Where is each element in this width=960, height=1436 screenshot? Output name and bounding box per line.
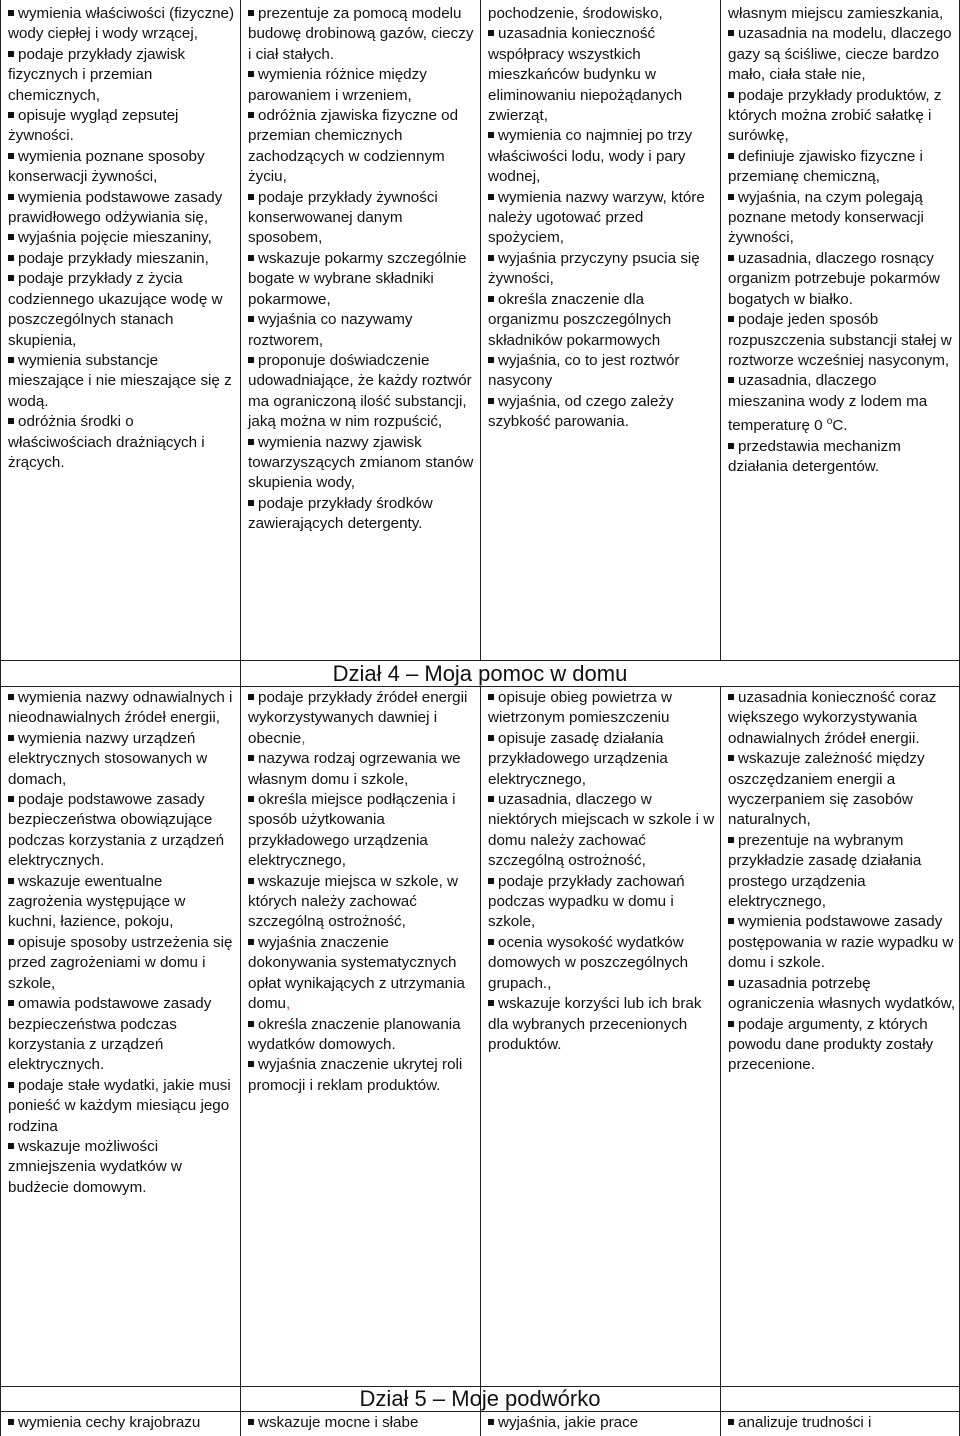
- red-comma: ,: [301, 729, 306, 747]
- list-item-text: opisuje wygląd zepsutej żywności.: [8, 107, 179, 145]
- list-item-text: proponuje doświadczenie udowadniające, że każdy roztwór ma ograniczoną ilość substancji, jaką można w nim rozpuścić,: [248, 351, 472, 431]
- bullet-icon: [8, 694, 14, 700]
- block4-col2: [240, 688, 480, 1096]
- list-item: [8, 729, 236, 790]
- bullet-icon: [8, 51, 14, 57]
- list-item: [8, 790, 236, 872]
- list-item: [488, 351, 716, 392]
- list-item: [248, 433, 476, 494]
- bullet-icon: [8, 255, 14, 261]
- list-item: [488, 1413, 716, 1433]
- list-item-text: wskazuje ewentualne zagrożenia występujące w kuchni, łazience, pokoju,: [8, 872, 186, 931]
- list-item: [8, 994, 236, 1076]
- list-item: [8, 147, 236, 188]
- list-item: [728, 310, 956, 371]
- list-item: [248, 749, 476, 790]
- bullet-icon: [488, 398, 494, 404]
- bullet-icon: [728, 980, 734, 986]
- block4-col3: [480, 688, 720, 1055]
- list-item: [248, 4, 476, 65]
- list-item-text: wskazuje zależność między oszczędzaniem energii a wyczerpaniem się zasobów naturalnych,: [728, 750, 925, 829]
- bullet-icon: [248, 755, 254, 761]
- list-item-text: wyjaśnia przyczyny psucia się żywności,: [488, 249, 700, 288]
- list-item-text: nazywa rodzaj ogrzewania we własnym domu i szkole,: [248, 750, 461, 788]
- list-item-text: analizuje trudności i: [738, 1414, 872, 1431]
- list-item-text: uzasadnia konieczność współpracy wszystkich mieszkańców budynku w eliminowaniu niepożądanych zwierząt,: [488, 25, 683, 125]
- list-item: [248, 1055, 476, 1096]
- bullet-icon: [248, 439, 254, 445]
- bullet-icon: [248, 357, 254, 363]
- section5-heading: Dział 5 – Moje podwórko: [359, 1386, 601, 1411]
- list-item-text: wyjaśnia, jakie prace: [498, 1414, 639, 1431]
- list-item: [8, 228, 236, 248]
- list-item-text: wymienia poznane sposoby konserwacji żywności,: [8, 147, 205, 186]
- bullet-icon: [248, 796, 254, 802]
- temperature-unit: C.: [832, 417, 848, 435]
- bullet-icon: [248, 71, 254, 77]
- list-item: [248, 933, 476, 1015]
- list-item-text: określa znaczenie dla organizmu poszczególnych składników pokarmowych: [488, 290, 672, 349]
- bullet-icon: [728, 30, 734, 36]
- block3-col3: [480, 4, 720, 433]
- list-item-text: wskazuje miejsca w szkole, w których należy zachować szczególną ostrożność,: [248, 872, 459, 931]
- list-item-text: określa miejsce podłączenia i sposób użytkowania przykładowego urządzenia elektrycznego,: [248, 791, 456, 870]
- bullet-icon: [8, 1143, 14, 1149]
- list-item: [728, 24, 956, 85]
- list-item: [248, 790, 476, 872]
- degree-superscript: o: [826, 416, 833, 428]
- list-item-text: wskazuje możliwości zmniejszenia wydatków w budżecie domowym.: [8, 1137, 182, 1196]
- list-item-text: podaje przykłady zjawisk fizycznych i przemian chemicznych,: [8, 45, 186, 104]
- list-item: [488, 392, 716, 433]
- list-item: [8, 106, 236, 147]
- list-item-text: podaje stałe wydatki, jakie musi ponieść w każdym miesiącu jego rodzina: [8, 1076, 231, 1135]
- list-item: [248, 188, 476, 249]
- bullet-icon: [488, 939, 494, 945]
- bullet-icon: [488, 194, 494, 200]
- list-item-text: opisuje sposoby ustrzeżenia się przed zagrożeniami w domu i szkole,: [8, 933, 233, 992]
- list-item: [728, 1413, 956, 1433]
- list-item-text: opisuje zasadę działania przykładowego urządzenia elektrycznego,: [488, 729, 668, 788]
- list-item-text: podaje przykłady z życia codziennego ukazujące wodę w poszczególnych stanach skupienia,: [8, 270, 223, 349]
- list-item-text: odróżnia zjawiska fizyczne od przemian chemicznych zachodzących w codziennym życiu,: [248, 107, 459, 186]
- block3-col1: [0, 4, 240, 473]
- list-item: [488, 994, 716, 1055]
- bullet-icon: [488, 255, 494, 261]
- bullet-icon: [728, 316, 734, 322]
- list-item: [248, 1413, 476, 1433]
- list-item-text: podaje podstawowe zasady bezpieczeństwa obowiązujące podczas korzystania z urządzeń elektrycznych.: [8, 791, 225, 870]
- list-item-text: ocenia wysokość wydatków domowych w poszczególnych grupach.,: [488, 933, 689, 992]
- bullet-icon: [728, 694, 734, 700]
- list-item-text: przedstawia mechanizm działania detergentów.: [728, 437, 901, 475]
- bullet-icon: [248, 939, 254, 945]
- list-item-text: wymienia nazwy urządzeń elektrycznych stosowanych w domach,: [8, 729, 208, 788]
- bullet-icon: [488, 357, 494, 363]
- list-item: [248, 249, 476, 310]
- list-item: [728, 912, 956, 973]
- list-item-text: podaje przykłady źródeł energii wykorzystywanych dawniej i obecnie: [248, 689, 468, 747]
- list-item: [248, 872, 476, 933]
- list-item-text: podaje jeden sposób rozpuszczenia substancji stałej w roztworze wcześniej nasyconym,: [728, 311, 952, 369]
- list-item: [248, 494, 476, 535]
- bullet-icon: [728, 1021, 734, 1027]
- list-item-text: wyjaśnia, co to jest roztwór nasycony: [488, 351, 680, 390]
- list-item-text: podaje przykłady zachowań podczas wypadku w domu i szkole,: [488, 872, 685, 931]
- list-item: [8, 1413, 236, 1433]
- bullet-icon: [248, 1061, 254, 1067]
- bullet-icon: [488, 132, 494, 138]
- list-item: [8, 412, 236, 473]
- bullet-icon: [248, 194, 254, 200]
- list-item-text: wyjaśnia znaczenie dokonywania systematycznych opłat wynikających z utrzymania domu: [248, 933, 465, 1013]
- list-item-text: uzasadnia, dlaczego w niektórych miejscach w szkole i w domu należy zachować szczególną ostrożność,: [488, 791, 715, 870]
- bullet-icon: [488, 30, 494, 36]
- list-item: [728, 688, 956, 749]
- list-item: [248, 1015, 476, 1056]
- list-item: [728, 249, 956, 310]
- list-item: [728, 1015, 956, 1076]
- list-item-text: podaje argumenty, z których powodu dane produkty zostały przecenione.: [728, 1015, 934, 1074]
- bullet-icon: [248, 500, 254, 506]
- list-item: [8, 4, 236, 45]
- list-item: [8, 688, 236, 729]
- list-item-text: wymienia podstawowe zasady prawidłowego odżywiania się,: [8, 188, 223, 227]
- list-item-text: uzasadnia na modelu, dlaczego gazy są ściśliwe, ciecze bardzo mało, ciała stałe nie,: [728, 25, 952, 84]
- list-item-text: wymienia nazwy odnawialnych i nieodnawialnych źródeł energii,: [8, 689, 233, 727]
- block5-col3: [480, 1413, 720, 1433]
- bullet-icon: [488, 296, 494, 302]
- list-item: [8, 1076, 236, 1137]
- bullet-icon: [248, 1419, 254, 1425]
- list-item-text: podaje przykłady środków zawierających detergenty.: [248, 494, 433, 533]
- list-item: [488, 933, 716, 994]
- list-item: [248, 65, 476, 106]
- list-item-text: wymienia właściwości (fizyczne) wody ciepłej i wody wrzącej,: [8, 5, 235, 43]
- list-item: [728, 437, 956, 478]
- bullet-icon: [248, 694, 254, 700]
- list-item-text: wymienia co najmniej po trzy właściwości lodu, wody i pary wodnej,: [488, 127, 693, 186]
- bullet-icon: [488, 1000, 494, 1006]
- list-item: [728, 147, 956, 188]
- list-item-text: uzasadnia konieczność coraz większego wykorzystywania odnawialnych źródeł energii.: [728, 689, 937, 747]
- bullet-icon: [488, 1419, 494, 1425]
- list-item-text: opisuje obieg powietrza w wietrzonym pomieszczeniu: [488, 689, 672, 727]
- bullet-icon: [728, 92, 734, 98]
- list-item-text: odróżnia środki o właściwościach drażniących i żrących.: [8, 413, 205, 471]
- list-item: [728, 371, 956, 436]
- bullet-icon: [8, 234, 14, 240]
- list-item-text: definiuje zjawisko fizyczne i przemianę chemiczną,: [728, 147, 923, 186]
- block3-col4: [720, 4, 960, 477]
- bullet-icon: [8, 357, 14, 363]
- list-item: [488, 290, 716, 351]
- block4-col1: [0, 688, 240, 1198]
- block3-col4-lead: własnym miejscu zamieszkania,: [728, 5, 944, 22]
- list-item-text: podaje przykłady żywności konserwowanej danym sposobem,: [248, 188, 438, 247]
- list-item: [488, 688, 716, 729]
- list-item-text: uzasadnia, dlaczego rosnący organizm potrzebuje pokarmów bogatych w białko.: [728, 249, 940, 308]
- list-item: [728, 86, 956, 147]
- list-item: [728, 188, 956, 249]
- bullet-icon: [728, 837, 734, 843]
- bullet-icon: [8, 1000, 14, 1006]
- block5-col2: [240, 1413, 480, 1433]
- list-item-text: wymienia nazwy warzyw, które należy ugotować przed spożyciem,: [488, 188, 705, 247]
- bullet-icon: [248, 112, 254, 118]
- bullet-icon: [728, 1419, 734, 1425]
- bullet-icon: [8, 1419, 14, 1425]
- list-item-text: wskazuje pokarmy szczególnie bogate w wybrane składniki pokarmowe,: [248, 249, 467, 308]
- list-item-text: wymienia różnice między parowaniem i wrzeniem,: [248, 66, 427, 104]
- list-item-text: wyjaśnia, na czym polegają poznane metody konserwacji żywności,: [728, 188, 924, 247]
- list-item: [728, 831, 956, 913]
- bullet-icon: [248, 316, 254, 322]
- list-item: [8, 45, 236, 106]
- list-item-text: podaje przykłady produktów, z których można zrobić sałatkę i surówkę,: [728, 86, 942, 145]
- block3-col3-lead: pochodzenie, środowisko,: [488, 5, 663, 22]
- bullet-icon: [248, 1021, 254, 1027]
- list-item-text: wymienia podstawowe zasady postępowania w razie wypadku w domu i szkole.: [728, 913, 954, 972]
- list-item-text: wyjaśnia pojęcie mieszaniny,: [18, 229, 212, 247]
- bullet-icon: [8, 153, 14, 159]
- list-item: [8, 269, 236, 351]
- list-item: [8, 249, 236, 269]
- list-item: [248, 310, 476, 351]
- section4-heading: Dział 4 – Moja pomoc w domu: [332, 661, 628, 686]
- list-item: [488, 790, 716, 872]
- list-item-text: omawia podstawowe zasady bezpieczeństwa podczas korzystania z urządzeń elektrycznych.: [8, 995, 212, 1074]
- list-item: [8, 872, 236, 933]
- list-item-text: wyjaśnia, od czego zależy szybkość parowania.: [488, 392, 674, 431]
- bullet-icon: [728, 755, 734, 761]
- bullet-icon: [248, 255, 254, 261]
- bullet-icon: [728, 443, 734, 449]
- list-item: [8, 1137, 236, 1198]
- list-item-text: uzasadnia, dlaczego mieszanina wody z lodem ma temperaturę 0: [728, 372, 928, 435]
- list-item: [8, 351, 236, 412]
- bullet-icon: [8, 275, 14, 281]
- list-item-text: wymienia substancje mieszające i nie mieszające się z wodą.: [8, 351, 232, 410]
- list-item-text: wyjaśnia znaczenie ukrytej roli promocji i reklam produktów.: [248, 1056, 463, 1094]
- list-item: [488, 126, 716, 187]
- list-item: [488, 249, 716, 290]
- bullet-icon: [728, 153, 734, 159]
- bullet-icon: [728, 918, 734, 924]
- list-item-text: prezentuje na wybranym przykładzie zasadę działania prostego urządzenia elektrycznego,: [728, 831, 922, 911]
- bullet-icon: [728, 255, 734, 261]
- bullet-icon: [488, 694, 494, 700]
- list-item-text: wymienia cechy krajobrazu: [18, 1414, 201, 1431]
- list-item: [488, 188, 716, 249]
- block5-col1: [0, 1413, 240, 1433]
- block3-col2: [240, 4, 480, 535]
- list-item: [488, 24, 716, 126]
- bullet-icon: [8, 112, 14, 118]
- bullet-icon: [8, 939, 14, 945]
- bullet-icon: [8, 418, 14, 424]
- bullet-icon: [488, 735, 494, 741]
- list-item: [728, 974, 956, 1015]
- bullet-icon: [248, 10, 254, 16]
- list-item: [488, 729, 716, 790]
- list-item: [248, 106, 476, 188]
- list-item-text: prezentuje za pomocą modelu budowę drobinową gazów, cieczy i ciał stałych.: [248, 5, 474, 63]
- list-item: [8, 933, 236, 994]
- bullet-icon: [8, 10, 14, 16]
- bullet-icon: [8, 878, 14, 884]
- bullet-icon: [8, 735, 14, 741]
- bullet-icon: [8, 194, 14, 200]
- list-item: [8, 188, 236, 229]
- block5-col4: [720, 1413, 960, 1433]
- list-item-text: określa znaczenie planowania wydatków domowych.: [248, 1015, 461, 1053]
- bullet-icon: [728, 377, 734, 383]
- list-item-text: uzasadnia potrzebę ograniczenia własnych wydatków,: [728, 974, 956, 1013]
- bullet-icon: [488, 796, 494, 802]
- block4-col4: [720, 688, 960, 1076]
- bullet-icon: [8, 1082, 14, 1088]
- list-item: [248, 351, 476, 433]
- list-item-text: wyjaśnia co nazywamy roztworem,: [248, 311, 413, 349]
- bullet-icon: [8, 796, 14, 802]
- list-item: [488, 872, 716, 933]
- list-item-text: wskazuje mocne i słabe: [258, 1414, 419, 1431]
- bullet-icon: [728, 194, 734, 200]
- list-item-text: podaje przykłady mieszanin,: [18, 249, 209, 267]
- list-item-text: wymienia nazwy zjawisk towarzyszących zmianom stanów skupienia wody,: [248, 433, 474, 492]
- bullet-icon: [248, 878, 254, 884]
- list-item: [728, 749, 956, 831]
- bullet-icon: [488, 878, 494, 884]
- red-comma: ,: [286, 995, 291, 1013]
- list-item: [248, 688, 476, 749]
- list-item-text: wskazuje korzyści lub ich brak dla wybranych przecenionych produktów.: [488, 995, 702, 1053]
